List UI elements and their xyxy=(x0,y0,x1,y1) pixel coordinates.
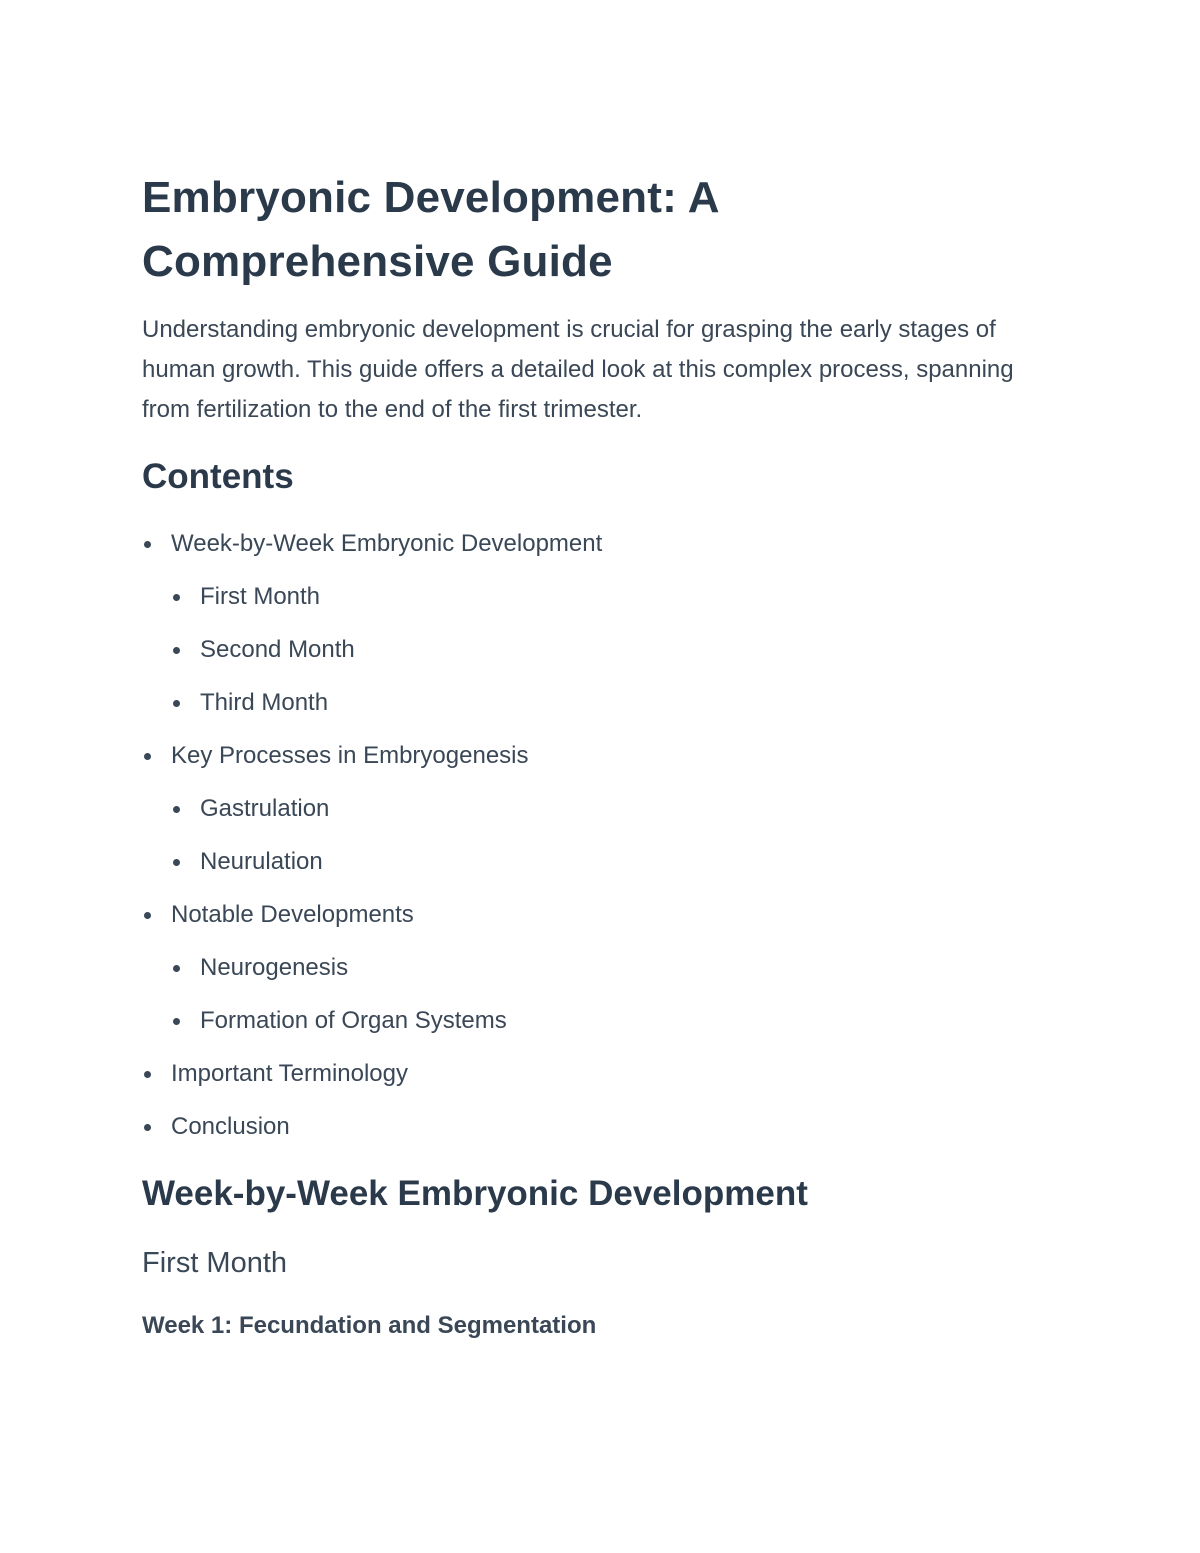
section-heading: Week-by-Week Embryonic Development xyxy=(142,1174,808,1213)
toc-item[interactable] xyxy=(142,1102,602,1155)
toc-item[interactable] xyxy=(142,890,602,943)
toc-item[interactable] xyxy=(142,678,602,731)
month-heading: First Month xyxy=(142,1247,288,1279)
contents-heading: Contents xyxy=(142,457,294,496)
bullet-icon xyxy=(144,912,151,919)
bullet-icon xyxy=(173,647,180,654)
toc-item[interactable] xyxy=(142,572,602,625)
toc-item[interactable] xyxy=(142,519,602,572)
toc-item-label: Gastrulation xyxy=(200,795,330,822)
toc-item[interactable] xyxy=(142,996,602,1049)
bullet-icon xyxy=(144,541,151,548)
toc-item[interactable] xyxy=(142,625,602,678)
toc-item-label: Key Processes in Embryogenesis xyxy=(171,742,529,769)
toc-item-label: Important Terminology xyxy=(171,1060,408,1087)
table-of-contents xyxy=(142,519,602,1155)
toc-item[interactable] xyxy=(142,731,602,784)
bullet-icon xyxy=(173,1018,180,1025)
toc-item-label: Week-by-Week Embryonic Development xyxy=(171,530,603,557)
toc-item-label: First Month xyxy=(200,583,321,610)
bullet-icon xyxy=(144,1071,151,1078)
toc-item[interactable] xyxy=(142,837,602,890)
toc-item[interactable] xyxy=(142,784,602,837)
bullet-icon xyxy=(173,700,180,707)
bullet-icon xyxy=(173,859,180,866)
toc-item-label: Conclusion xyxy=(171,1113,290,1140)
toc-item-label: Neurulation xyxy=(200,848,323,875)
bullet-icon xyxy=(173,806,180,813)
week-heading: Week 1: Fecundation and Segmentation xyxy=(142,1312,597,1339)
bullet-icon xyxy=(144,753,151,760)
toc-item-label: Third Month xyxy=(200,689,329,716)
bullet-icon xyxy=(173,594,180,601)
toc-item-label: Notable Developments xyxy=(171,901,414,928)
toc-item-label: Second Month xyxy=(200,636,355,663)
bullet-icon xyxy=(144,1124,151,1131)
toc-item[interactable] xyxy=(142,943,602,996)
toc-item[interactable] xyxy=(142,1049,602,1102)
toc-item-label: Neurogenesis xyxy=(200,954,349,981)
document-title: Embryonic Development: A Comprehensive Guide xyxy=(142,173,719,286)
bullet-icon xyxy=(173,965,180,972)
toc-item-label: Formation of Organ Systems xyxy=(200,1007,507,1034)
intro-paragraph: Understanding embryonic development is crucial for grasping the early stages of human growth. This guide offers a detailed look at this complex process, spanning from fertilization to the end of the first trimester. xyxy=(142,316,1014,423)
